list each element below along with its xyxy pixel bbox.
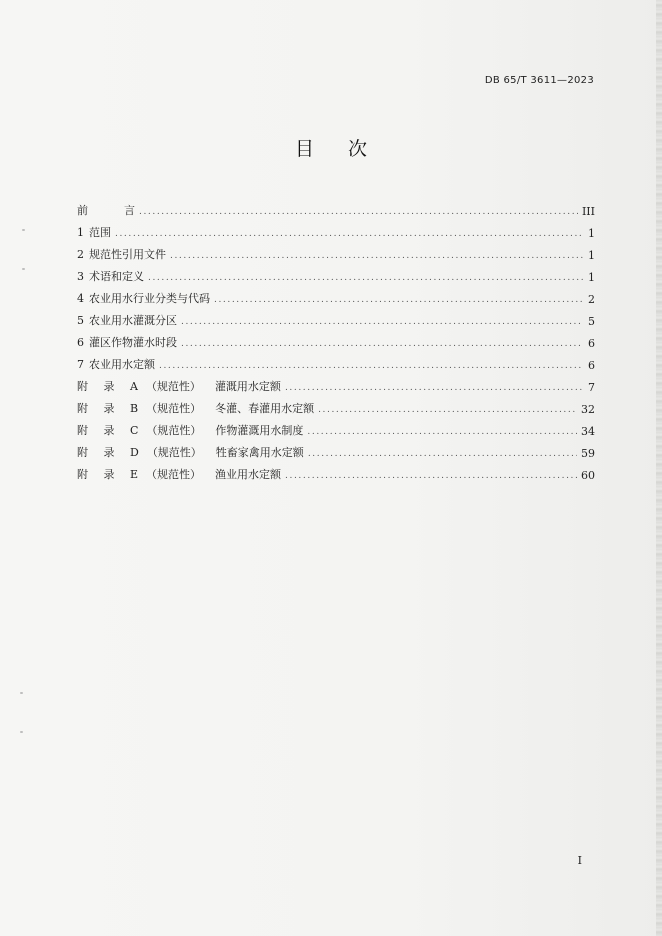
toc-entry-label: 7 农业用水定额 (77, 358, 155, 371)
toc-entry-chapter[interactable] (77, 262, 595, 284)
toc-leader-dots (308, 449, 577, 460)
toc-leader-dots (181, 317, 583, 328)
toc-entry-label: 3 术语和定义 (77, 270, 144, 283)
toc-entry-chapter[interactable] (77, 306, 595, 328)
toc-entry-page: 6 (588, 359, 595, 372)
toc-leader-dots (170, 251, 583, 262)
toc-leader-dots (181, 339, 583, 350)
toc-entry-label: 2 规范性引用文件 (77, 248, 166, 261)
toc-entry-chapter[interactable] (77, 218, 595, 240)
toc-entry-label: 附 录 D （规范性） 牲畜家禽用水定额 (77, 446, 304, 459)
standard-code: DB 65/T 3611—2023 (484, 75, 594, 86)
toc-entry-label: 4 农业用水行业分类与代码 (77, 292, 210, 305)
toc-entry-chapter[interactable] (77, 350, 595, 372)
toc-entry-page: 1 (588, 249, 595, 262)
table-of-contents (77, 196, 595, 482)
scan-speck (22, 268, 25, 270)
toc-entry-page: 59 (581, 447, 595, 460)
toc-leader-dots (148, 273, 583, 284)
toc-entry-page: 32 (581, 403, 595, 416)
toc-leader-dots (159, 361, 583, 372)
toc-entry-appendix[interactable] (77, 460, 595, 482)
toc-entry-label: 6 灌区作物灌水时段 (77, 336, 177, 349)
toc-leader-dots (115, 229, 583, 240)
title-char-2: 次 (348, 138, 402, 160)
toc-entry-page: 2 (588, 293, 595, 306)
toc-entry-page: 7 (588, 381, 595, 394)
toc-leader-dots (285, 471, 577, 482)
toc-entry-appendix[interactable] (77, 416, 595, 438)
toc-entry-page: 1 (588, 271, 595, 284)
toc-entry-label: 附 录 E （规范性） 渔业用水定额 (77, 468, 282, 481)
toc-entry-page: 34 (581, 425, 595, 438)
toc-entry-chapter[interactable] (77, 328, 595, 350)
scan-speck (22, 229, 25, 231)
toc-entry-page: III (581, 205, 595, 218)
toc-entry-label: 前 言 (77, 204, 135, 217)
toc-entry-appendix[interactable] (77, 438, 595, 460)
toc-entry-label: 附 录 A （规范性） 灌溉用水定额 (77, 380, 281, 393)
toc-entry-label: 附 录 B （规范性） 冬灌、春灌用水定额 (77, 402, 315, 415)
toc-entry-page: 5 (588, 315, 595, 328)
toc-leader-dots (285, 383, 583, 394)
toc-entry-label: 附 录 C （规范性） 作物灌溉用水制度 (77, 424, 304, 437)
toc-entry-label: 5 农业用水灌溉分区 (77, 314, 177, 327)
page-title (0, 134, 662, 161)
toc-entry-page: 60 (581, 469, 595, 482)
scan-speck (20, 692, 23, 694)
title-char-1: 目 (294, 138, 348, 160)
toc-entry-label: 1 范围 (77, 226, 111, 239)
page-number: I (577, 854, 582, 867)
toc-entry-appendix[interactable] (77, 372, 595, 394)
scan-speck (20, 731, 23, 733)
toc-leader-dots (139, 207, 578, 218)
toc-entry-chapter[interactable] (77, 284, 595, 306)
toc-entry-chapter[interactable] (77, 240, 595, 262)
toc-leader-dots (214, 295, 583, 306)
toc-leader-dots (318, 405, 577, 416)
toc-entry-page: 6 (588, 337, 595, 350)
toc-entry-page: 1 (588, 227, 595, 240)
toc-entry-preface[interactable] (77, 196, 595, 218)
toc-leader-dots (307, 427, 577, 438)
toc-entry-appendix[interactable] (77, 394, 595, 416)
